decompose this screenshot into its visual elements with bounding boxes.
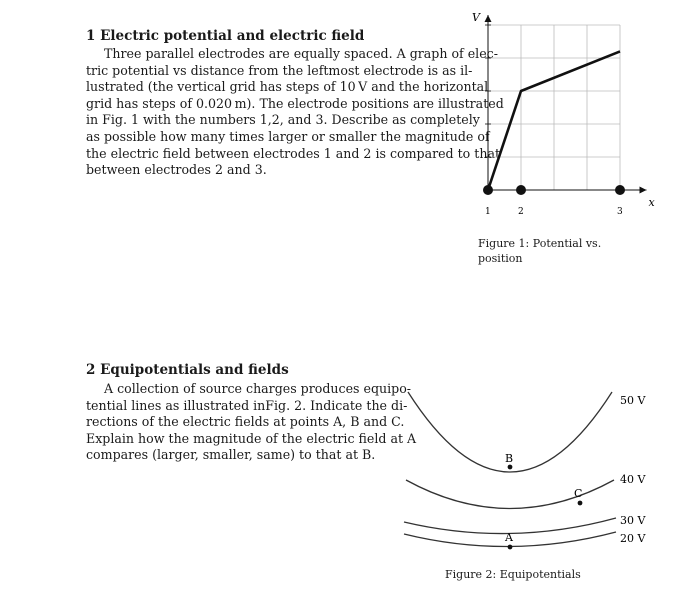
paragraph-line: tential lines as illustrated inFig. 2. Indicate the di- bbox=[86, 397, 408, 413]
equipotential-40v bbox=[406, 480, 614, 509]
section-2-title: 2 Equipotentials and fields bbox=[86, 362, 289, 378]
electrode-1-marker bbox=[483, 185, 493, 195]
electrode-2-label: 2 bbox=[518, 207, 524, 217]
paragraph-line: between electrodes 2 and 3. bbox=[86, 162, 267, 178]
paragraph-line: lustrated (the vertical grid has steps of 10 V and the horizontal bbox=[86, 79, 489, 95]
label-30v: 30 V bbox=[620, 514, 646, 527]
point-a-dot bbox=[508, 545, 513, 550]
electrode-3-label: 3 bbox=[617, 207, 623, 217]
paragraph-line: A collection of source charges produces equipo- bbox=[104, 381, 412, 396]
figure-1-caption bbox=[478, 236, 638, 266]
point-a-label: A bbox=[505, 531, 513, 544]
label-50v: 50 V bbox=[620, 394, 646, 407]
paragraph-line: as possible how many times larger or smaller the magnitude of bbox=[86, 128, 490, 144]
section-2-paragraph bbox=[86, 381, 416, 464]
section-1-paragraph bbox=[86, 46, 504, 179]
x-axis-arrow bbox=[640, 187, 647, 194]
graph-axes bbox=[485, 15, 647, 194]
y-axis-label: V bbox=[472, 11, 480, 24]
point-c-label: C bbox=[574, 487, 583, 500]
paragraph-line: in Fig. 1 with the numbers 1,2, and 3. Describe as completely bbox=[86, 112, 480, 128]
paragraph-line: Three parallel electrodes are equally spaced. A graph of elec- bbox=[104, 46, 498, 61]
paragraph-line: the electric field between electrodes 1 and 2 is compared to that bbox=[86, 145, 501, 161]
electrode-3-marker bbox=[615, 185, 625, 195]
caption-line: Figure 1: Potential vs. bbox=[478, 237, 602, 250]
point-b-label: B bbox=[505, 452, 514, 465]
label-20v: 20 V bbox=[620, 532, 646, 545]
section-1-title: 1 Electric potential and electric field bbox=[86, 28, 365, 44]
point-b-dot bbox=[508, 465, 513, 470]
label-40v: 40 V bbox=[620, 473, 646, 486]
paragraph-line: tric potential vs distance from the leftmost electrode is as il- bbox=[86, 62, 473, 78]
paragraph-line: rections of the electric fields at points A, B and C. bbox=[86, 414, 405, 430]
potential-graph bbox=[460, 11, 660, 250]
electrode-1-label: 1 bbox=[485, 207, 491, 217]
point-c-dot bbox=[578, 501, 583, 506]
caption-line: position bbox=[478, 252, 523, 265]
figure-2-caption: Figure 2: Equipotentials bbox=[445, 568, 581, 581]
paragraph-line: Explain how the magnitude of the electric field at A bbox=[86, 430, 417, 446]
paragraph-line: compares (larger, smaller, same) to that at B. bbox=[86, 447, 376, 463]
x-axis-label: x bbox=[648, 196, 655, 209]
paragraph-line: grid has steps of 0.020 m). The electrode positions are illustrated bbox=[86, 95, 504, 111]
electrode-2-marker bbox=[516, 185, 526, 195]
graph-grid bbox=[488, 25, 620, 190]
y-axis-arrow bbox=[485, 15, 492, 22]
